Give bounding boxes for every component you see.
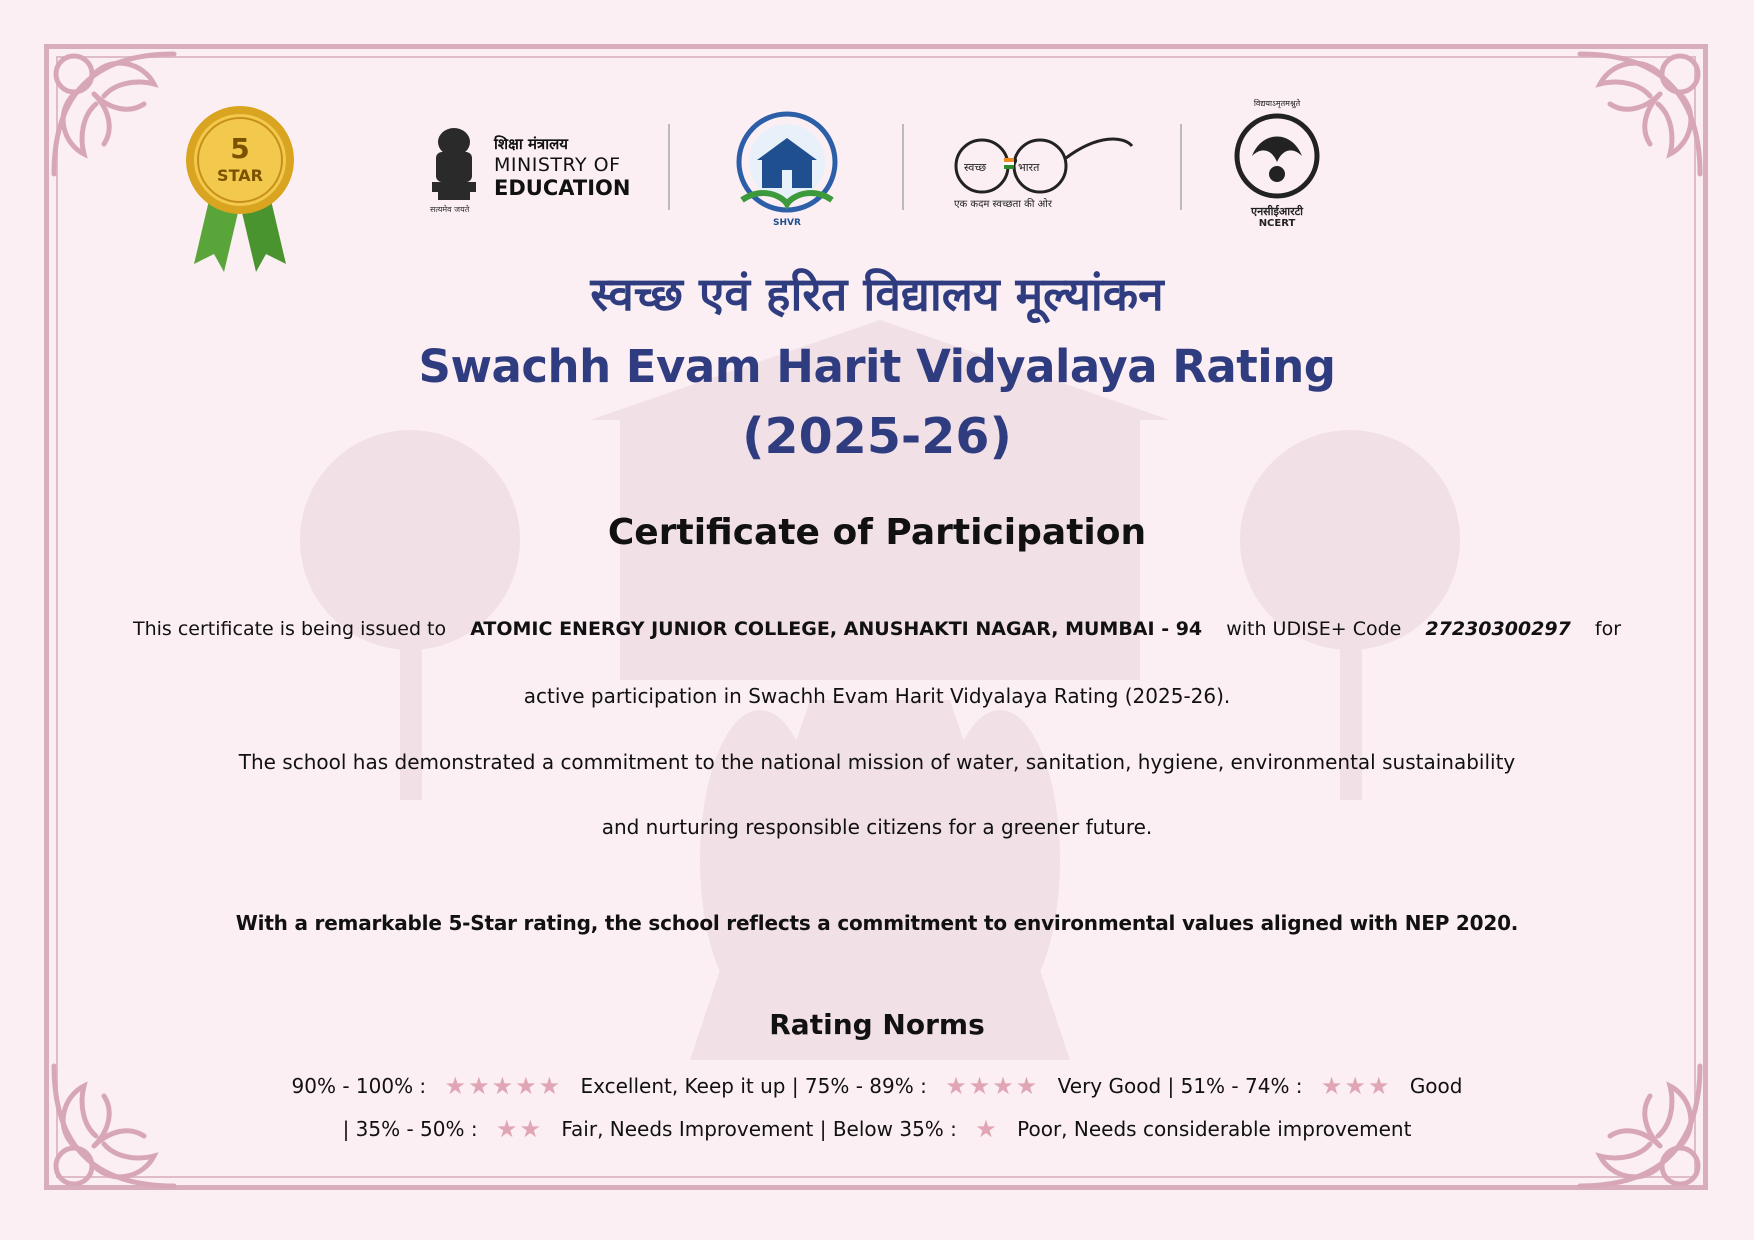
four-stars-icon: ★★★★ [945, 1072, 1040, 1100]
title-year: (2025-26) [742, 408, 1012, 465]
commitment-line: The school has demonstrated a commitment to the national mission of water, sanitation, hygiene, environmental sustainability [238, 750, 1516, 774]
norm-desc-5: Excellent, Keep it up | 75% - 89% : [580, 1074, 927, 1098]
norm-desc-2: Fair, Needs Improvement | Below 35% : [561, 1117, 957, 1141]
issued-to-line [60, 618, 1694, 640]
swachh-word: स्वच्छ [964, 161, 987, 174]
udise-suffix: for [1594, 618, 1621, 640]
ministry-name-line1: MINISTRY OF [494, 154, 621, 176]
citizens-line: and nurturing responsible citizens for a greener future. [601, 815, 1153, 839]
shvr-school-icon [712, 100, 862, 218]
rating-norms-row-1 [100, 1072, 1654, 1100]
three-stars-icon: ★★★ [1320, 1072, 1392, 1100]
norm-desc-3: Good [1409, 1074, 1463, 1098]
logo-divider [1180, 124, 1182, 210]
certificate-title: Certificate of Participation [607, 512, 1147, 553]
norm-desc-1: Poor, Needs considerable improvement [1017, 1117, 1412, 1141]
udise-code: 27230300297 [1425, 618, 1571, 640]
rating-norms-title: Rating Norms [769, 1008, 985, 1041]
bharat-word: भारत [1018, 161, 1040, 174]
ncert-logo [1222, 98, 1332, 234]
logo-divider [902, 124, 904, 210]
shvr-logo [712, 100, 862, 230]
two-stars-icon: ★★ [495, 1115, 543, 1143]
badge-label: STAR [217, 166, 263, 185]
ministry-name-hindi: शिक्षा मंत्रालय [494, 135, 568, 153]
norm-range-2: | 35% - 50% : [342, 1117, 478, 1141]
rating-statement: With a remarkable 5-Star rating, the school reflects a commitment to environmental values aligned with NEP 2020. [235, 911, 1519, 935]
five-star-badge [180, 104, 300, 274]
udise-prefix: with UDISE+ Code [1226, 618, 1402, 640]
participation-line: active participation in Swachh Evam Harit Vidyalaya Rating (2025-26). [523, 684, 1231, 708]
badge-number: 5 [230, 132, 250, 165]
title-english: Swachh Evam Harit Vidyalaya Rating [418, 340, 1336, 393]
swachh-bharat-logo [948, 128, 1138, 212]
ncert-hindi: एनसीईआरटी [1250, 205, 1303, 218]
five-stars-icon: ★★★★★ [444, 1072, 563, 1100]
rating-norms-row-2 [100, 1115, 1654, 1143]
title-hindi: स्वच्छ एवं हरित विद्यालय मूल्यांकन [590, 267, 1164, 321]
norm-desc-4: Very Good | 51% - 74% : [1057, 1074, 1303, 1098]
swachh-bharat-tagline: एक कदम स्वच्छता की ओर [954, 199, 1052, 210]
ncert-motto: विद्ययाऽमृतमश्नुते [1253, 99, 1301, 108]
corner-ornament-icon [1560, 34, 1720, 194]
shvr-caption: SHVR [773, 218, 801, 228]
one-star-icon: ★ [975, 1115, 999, 1143]
ncert-emblem-icon [1222, 110, 1332, 210]
ncert-english: NCERT [1258, 218, 1296, 229]
emblem-motto: सत्यमेव जयते [430, 205, 470, 214]
national-emblem-icon [426, 124, 482, 216]
ministry-name-line2: EDUCATION [494, 176, 631, 200]
school-name: ATOMIC ENERGY JUNIOR COLLEGE, ANUSHAKTI NAGAR, MUMBAI - 94 [470, 618, 1203, 640]
issued-prefix: This certificate is being issued to [132, 618, 447, 640]
medal-icon [180, 104, 300, 274]
norm-range-5: 90% - 100% : [291, 1074, 427, 1098]
ministry-of-education-logo [426, 120, 631, 220]
corner-ornament-icon [34, 34, 194, 194]
logo-divider [668, 124, 670, 210]
